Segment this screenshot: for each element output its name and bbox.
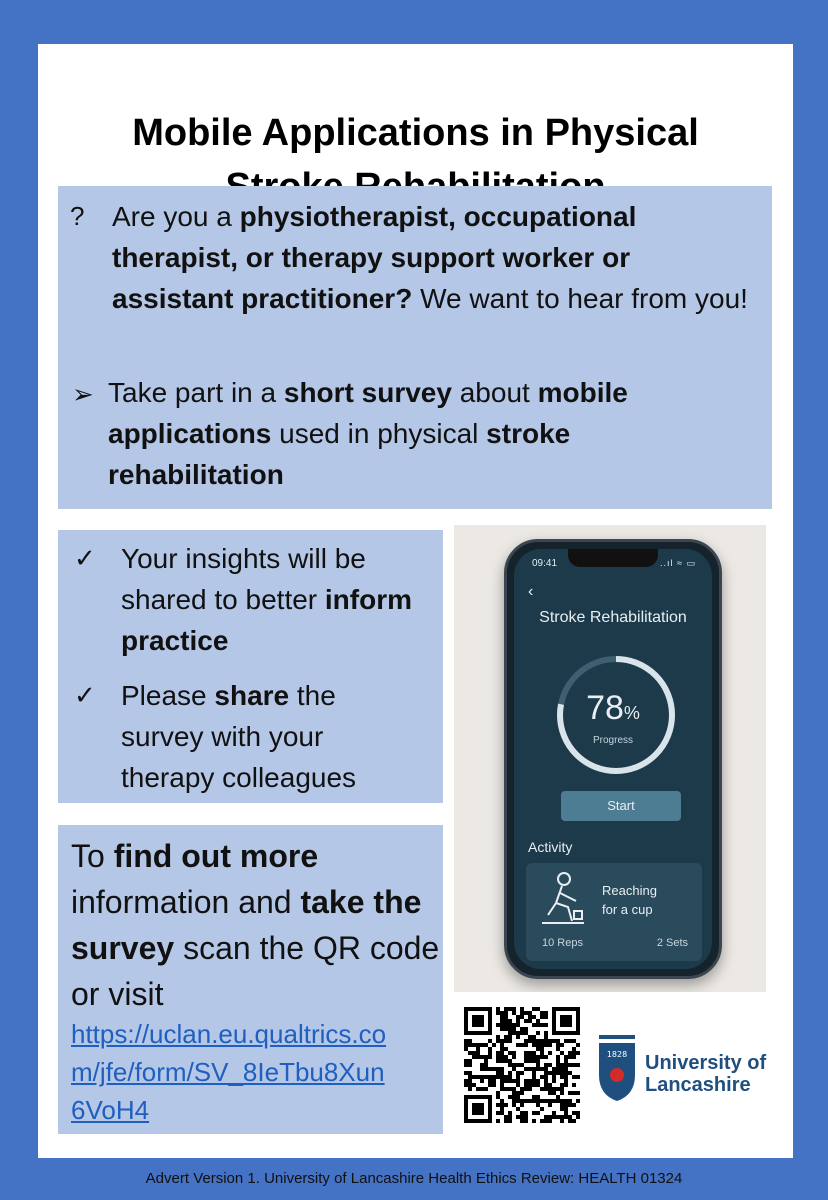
university-logo-text: University of Lancashire <box>645 1052 767 1096</box>
activity-heading: Activity <box>528 839 573 855</box>
footer-ethics-note: Advert Version 1. University of Lancashire Health Ethics Review: HEALTH 01324 <box>145 1170 683 1187</box>
survey-link-line-1[interactable]: https://uclan.eu.qualtrics.co <box>71 1019 387 1049</box>
reaching-person-icon <box>538 871 588 927</box>
svg-text:1828: 1828 <box>606 1050 628 1059</box>
check-icon: ✓ <box>74 543 96 573</box>
phone-app-image <box>454 525 766 992</box>
smartphone <box>504 539 722 979</box>
question-mark-bullet: ? <box>70 201 85 231</box>
status-time: 09:41 <box>532 558 558 569</box>
benefits-panel <box>58 530 443 803</box>
reps-count: 10 Reps <box>542 937 583 949</box>
exercise-card <box>526 863 702 961</box>
arrow-bullet-icon: ➢ <box>72 379 94 409</box>
more-info-panel <box>58 825 443 1134</box>
survey-link-line-3[interactable]: 6VoH4 <box>71 1095 150 1125</box>
start-button: Start <box>561 791 681 821</box>
title-line-1: Mobile Applications in Physical <box>132 112 699 154</box>
university-crest-icon <box>597 1035 637 1103</box>
app-screen <box>514 549 712 969</box>
eligibility-panel <box>58 186 772 509</box>
survey-invitation: Take part in a short survey about mobile applications used in physical stroke rehabilitation <box>108 377 628 490</box>
progress-percent: 78% <box>586 689 640 727</box>
eligibility-question: Are you a physiotherapist, occupational therapist, or therapy support worker or assistant practitioner? We want to hear from you! <box>112 201 748 314</box>
survey-link[interactable] <box>71 1015 386 1129</box>
exercise-name: Reaching for a cup <box>602 883 657 917</box>
insights-text: Your insights will be shared to better inform practice <box>121 543 413 656</box>
share-text: Please share the survey with your therapy colleagues <box>121 680 357 793</box>
qr-code[interactable] <box>464 1006 580 1124</box>
check-icon: ✓ <box>74 680 96 710</box>
phone-notch <box>568 549 658 567</box>
back-chevron-icon: ‹ <box>528 583 534 600</box>
progress-label: Progress <box>592 735 633 746</box>
app-title: Stroke Rehabilitation <box>539 609 687 626</box>
status-icons: ..ıl ≈ ▭ <box>660 558 696 568</box>
sets-count: 2 Sets <box>656 937 688 949</box>
survey-link-line-2[interactable]: m/jfe/form/SV_8IeTbu8Xun <box>71 1057 385 1087</box>
more-info-text: To find out more information and take the survey scan the QR code or visit <box>71 838 440 1012</box>
